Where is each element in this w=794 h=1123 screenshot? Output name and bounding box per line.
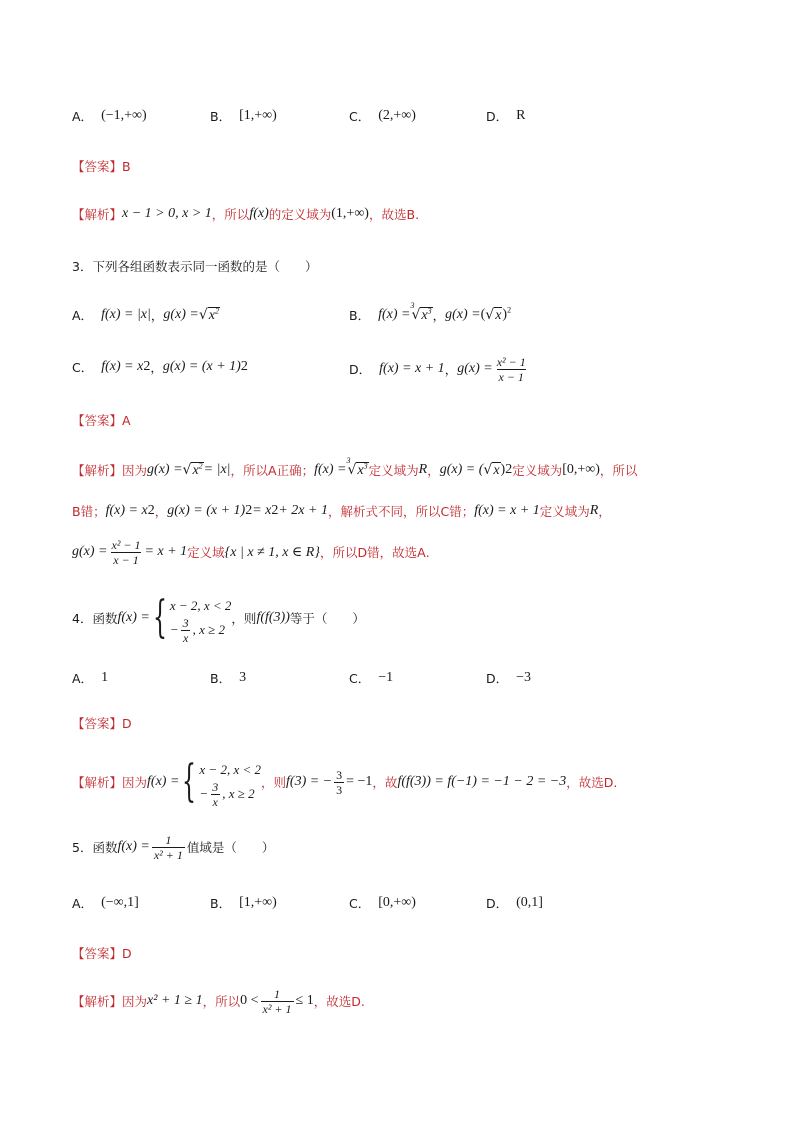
text: . [360, 993, 365, 1009]
option-value: [1,+∞) [239, 108, 277, 123]
option-label: C． [349, 896, 371, 911]
text: ，所以 [319, 545, 358, 560]
option-value: −3 [516, 670, 532, 685]
text: ，则 [261, 775, 287, 790]
text: 错，故选 [367, 545, 418, 560]
answer-tag: 【答案】 [72, 413, 123, 428]
q5-stem [72, 828, 734, 866]
option-label: B． [210, 896, 232, 911]
math: = −1 [346, 774, 373, 789]
option-label: D． [349, 362, 372, 377]
math: [0,+∞) [562, 462, 600, 477]
choice: C [440, 503, 450, 519]
q4-answer [72, 712, 734, 734]
text: ， [598, 504, 611, 519]
math: f(x) = [147, 774, 180, 789]
q4-options-row [72, 667, 734, 689]
q5-options-row [72, 892, 734, 914]
math: f(x) [249, 206, 269, 221]
choice: D [603, 774, 614, 790]
question-text: 5．函数 [72, 840, 118, 855]
answer-value: D [122, 715, 132, 731]
math: ) [500, 462, 506, 477]
option-label: A． [72, 109, 94, 124]
q4-option-d [486, 669, 531, 687]
math: R [418, 462, 428, 477]
fraction-denominator: x² + 1 [262, 1001, 292, 1016]
q3-analysis-line-2: B 错； f(x) = x 2 ， g(x) = (x + 1) 2 = x 2 + 2x + 1 ，解析式不同，所以 C 错； f(x) = x + 1 定义域为 R ， [72, 503, 611, 519]
fraction-numerator: 1 [274, 986, 281, 1001]
brace: { [182, 756, 197, 807]
fraction-numerator: 3 [182, 615, 189, 630]
text: 因为 [122, 463, 148, 478]
option-label: A． [72, 308, 94, 323]
math: = x + 1 [144, 544, 188, 559]
answer-value: B [122, 158, 131, 174]
text: ，故选 [566, 775, 604, 790]
option-value: 3 [239, 670, 247, 685]
option-value: 1 [101, 670, 109, 685]
text: . [415, 206, 420, 222]
cube-root: 3 √ $x^3$ [410, 300, 432, 323]
choice: B [406, 206, 416, 222]
option-label: B． [349, 308, 371, 323]
text: ，故选 [368, 207, 407, 222]
option-label: B． [210, 109, 232, 124]
math: f(x) = x + 1 [379, 361, 445, 376]
sqrt: √ $x^2$ [182, 460, 203, 478]
fraction-denominator: x² + 1 [153, 847, 183, 862]
math: f(x) = x [105, 503, 148, 518]
analysis-tag: 【解析】 [72, 775, 123, 790]
text: 错； [80, 504, 106, 519]
q5-analysis [72, 982, 734, 1020]
answer-value: D [122, 945, 132, 961]
fraction-numerator: 3 [336, 767, 343, 782]
fraction-denominator: 3 [336, 782, 343, 797]
q3-option-b [349, 300, 512, 324]
text: ， [427, 463, 440, 478]
choice: D [351, 993, 361, 1009]
q4-stem [72, 590, 734, 646]
text: 因为 [122, 994, 148, 1009]
text: ，解析式不同，所以 [327, 504, 441, 519]
choice: A [268, 462, 277, 478]
piecewise-cases [169, 594, 232, 645]
text: ，所以 [211, 207, 250, 222]
sqrt: √ x [483, 461, 500, 478]
math: x² + 1 ≥ 1 [147, 993, 203, 1008]
text: , x ≥ 2 [222, 786, 255, 801]
q3-stem [72, 255, 734, 277]
q2-option-c [349, 107, 416, 125]
choice: D [357, 544, 368, 560]
math-inequality: x − 1 > 0, x > 1 [122, 206, 212, 221]
text: ， [444, 362, 458, 377]
math: g(x) = [163, 307, 199, 322]
case-row [199, 779, 261, 809]
text: 错； [449, 504, 475, 519]
q3-options-row-1 [72, 302, 734, 328]
option-label: C． [349, 671, 371, 686]
fraction-numerator: 3 [212, 779, 219, 794]
math: ≤ 1 [295, 993, 314, 1008]
math: f(x) = |x| [101, 307, 151, 322]
math: = |x| [203, 462, 231, 477]
text: ，所以 [202, 994, 241, 1009]
text: ，故选 [313, 994, 352, 1009]
option-label: D． [486, 109, 509, 124]
math: f(x) = x + 1 [474, 503, 540, 518]
fraction [334, 768, 344, 797]
text: ，故 [372, 775, 398, 790]
math: f(3) = − [286, 774, 333, 789]
sqrt: √ x [485, 306, 502, 323]
fraction [181, 616, 191, 645]
option-value: (0,1] [516, 895, 543, 910]
math: (1,+∞) [331, 206, 369, 221]
text: 定义域为 [539, 504, 590, 519]
analysis-tag: 【解析】 [72, 463, 123, 478]
fraction [110, 538, 143, 567]
option-value: (−∞,1] [101, 895, 139, 910]
math: {x | x ≠ 1, x ∈ R} [224, 544, 320, 560]
fraction [495, 355, 528, 384]
answer-value: A [122, 412, 131, 428]
case-row: x − 2, x < 2 [199, 762, 261, 777]
analysis-tag: 【解析】 [72, 994, 123, 1009]
math: f(x) = [314, 462, 347, 477]
math: f(f(3)) = f(−1) = −1 − 2 = −3 [397, 774, 567, 789]
text: − [199, 786, 209, 801]
fraction-denominator: x [182, 630, 189, 645]
math: R [589, 503, 599, 518]
option-label: D． [486, 671, 509, 686]
q2-answer [72, 155, 734, 177]
choice: B [72, 503, 81, 519]
paren: ( [480, 307, 486, 322]
text: 值域是（ ） [186, 840, 275, 855]
fraction-denominator: x [212, 794, 218, 809]
q3-option-d [349, 355, 530, 384]
option-value: [1,+∞) [239, 895, 277, 910]
q3-answer [72, 409, 734, 431]
answer-tag: 【答案】 [72, 946, 123, 961]
cube-root: 3 √ $x^3$ [346, 455, 368, 478]
q5-answer [72, 942, 734, 964]
text: . [613, 774, 618, 790]
q5-option-c [349, 894, 416, 912]
option-label: D． [486, 896, 509, 911]
case-row: x − 2, x < 2 [169, 598, 232, 613]
option-label: C． [349, 109, 371, 124]
q2-option-b [210, 107, 277, 125]
fraction-numerator: x² − 1 [111, 537, 141, 552]
q2-option-a [72, 107, 147, 125]
text: ，则 [231, 611, 257, 626]
q4-option-a [72, 669, 108, 687]
math: f(x) = [117, 839, 150, 854]
q4-option-b [210, 669, 246, 687]
math: f(x) = x [101, 359, 144, 374]
text: 定义域为 [368, 463, 419, 478]
fraction-numerator: x² − 1 [496, 354, 526, 369]
fraction [152, 833, 185, 862]
analysis-tag: 【解析】 [72, 207, 123, 222]
math: g(x) = ( [439, 462, 484, 477]
text: ， [154, 504, 168, 519]
option-label: A． [72, 671, 94, 686]
option-value: R [516, 108, 526, 123]
text: 的定义域为 [268, 207, 332, 222]
math: f(x) = [378, 307, 411, 322]
sqrt: √ $x^2$ [198, 305, 220, 323]
answer-tag: 【答案】 [72, 716, 123, 731]
q3-option-a [72, 306, 220, 324]
fraction-denominator: x − 1 [113, 552, 139, 567]
text: ，所以 [230, 463, 269, 478]
q2-analysis [72, 203, 734, 225]
math: g(x) = (x + 1) [162, 359, 241, 374]
q3-analysis-line-1: 【解析】 因为 g(x) = √ $x^2$ = |x| ，所以 A 正确； f(x) = 3 √ $x^3$ 定义域为 R ， g(x) = ( √ x ) 2 定义域为 [0,+∞) ，所以 [72, 455, 638, 478]
q4-option-c [349, 669, 393, 687]
question-text: 3．下列各组函数表示同一函数的是（ ） [72, 259, 318, 274]
text: 定义域 [187, 545, 225, 560]
math: g(x) = [457, 361, 493, 376]
option-value: (−1,+∞) [101, 108, 147, 123]
text: 等于（ ） [289, 611, 365, 626]
text: ， [150, 360, 163, 375]
choice: A [417, 544, 426, 560]
text: , x ≥ 2 [192, 622, 226, 637]
piecewise-cases [199, 758, 261, 809]
text: 定义域为 [512, 463, 563, 478]
q2-option-d [486, 107, 525, 125]
option-label: B． [210, 671, 232, 686]
brace: { [152, 592, 167, 643]
paren: )$^2$ [502, 305, 512, 322]
q3-analysis-line-3 [72, 533, 734, 571]
math: f(f(3)) [256, 610, 290, 625]
q2-options-row [72, 105, 734, 127]
math: g(x) = (x + 1) [167, 503, 246, 518]
case-row [169, 615, 232, 645]
answer-tag: 【答案】 [72, 159, 123, 174]
q5-option-b [210, 894, 277, 912]
option-value: −1 [378, 670, 394, 685]
math: g(x) = [445, 307, 481, 322]
text: − [169, 622, 179, 637]
question-text: 4．函数 [72, 611, 118, 626]
fraction-denominator: x − 1 [498, 369, 524, 384]
math: g(x) = [147, 462, 183, 477]
text: . [425, 544, 430, 560]
q3-options-row-2 [72, 350, 734, 388]
text: 正确； [276, 463, 315, 478]
fraction-numerator: 1 [165, 832, 172, 847]
option-value: (2,+∞) [378, 108, 416, 123]
option-label: A． [72, 896, 94, 911]
q4-analysis [72, 754, 734, 810]
math: f(x) = [117, 610, 150, 625]
option-value: [0,+∞) [378, 895, 416, 910]
math: 0 < [240, 993, 259, 1008]
text: ，所以 [599, 463, 638, 478]
option-label: C． [72, 360, 94, 375]
text: 因为 [122, 775, 148, 790]
math: + 2x + 1 [278, 503, 328, 518]
math: g(x) = [72, 544, 108, 559]
q5-option-a [72, 894, 139, 912]
math: = x [252, 503, 272, 518]
text: ， [432, 308, 446, 323]
fraction [261, 987, 294, 1016]
q5-option-d [486, 894, 543, 912]
fraction [210, 780, 220, 809]
q3-option-c: C． f(x) = x 2 ， g(x) = (x + 1) 2 [72, 359, 248, 375]
text: ， [150, 308, 164, 323]
